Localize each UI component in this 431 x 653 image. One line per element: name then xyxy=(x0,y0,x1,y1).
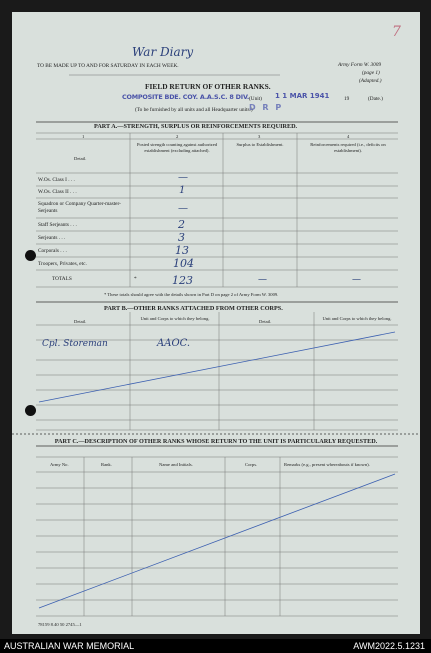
row-label-cqms: Squadron or Company Quarter-master-Serjeants xyxy=(38,201,121,214)
unit-label: (Unit) xyxy=(249,96,262,102)
col-number-1: 1 xyxy=(82,134,85,139)
punch-hole-top xyxy=(25,250,36,261)
adapted-label: (Adapted.) xyxy=(359,78,382,84)
footer-institution: AUSTRALIAN WAR MEMORIAL xyxy=(4,641,135,651)
date-stamp: 1 1 MAR 1941 xyxy=(275,92,330,100)
cancel-stamp: D R P xyxy=(249,103,284,112)
col-number-4: 4 xyxy=(347,134,350,139)
row-label-wo2: W.Os. Class II . . . xyxy=(38,189,77,195)
row-label-staff-sjt: Staff Serjeants . . . xyxy=(38,222,77,228)
part-c-col-rank: Rank. xyxy=(101,462,112,467)
row-label-wo1: W.Os. Class I . . . xyxy=(38,177,75,183)
instruction-text: TO BE MADE UP TO AND FOR SATURDAY IN EACH WEEK. xyxy=(37,63,179,69)
form-title: FIELD RETURN OF OTHER RANKS. xyxy=(145,82,271,91)
col-number-2: 2 xyxy=(176,134,179,139)
part-b-entry-unit: AAOC. xyxy=(157,338,191,349)
totals-surplus: — xyxy=(258,275,267,285)
posted-wo2: 1 xyxy=(179,185,186,196)
part-b-col-detail-1: Detail. xyxy=(74,319,87,324)
printer-mark: 78159 8.40 50 2745—1 xyxy=(38,622,82,627)
part-b-col-unit-1: Unit and Corps to which they belong. xyxy=(140,316,210,321)
posted-cqms: — xyxy=(178,203,188,214)
archive-footer xyxy=(0,639,431,653)
part-b-col-detail-2: Detail. xyxy=(259,319,272,324)
row-label-sjt: Serjeants . . . xyxy=(38,235,66,241)
posted-troopers: 104 xyxy=(173,257,194,270)
date-label: (Date.) xyxy=(368,96,383,102)
punch-hole-bottom xyxy=(25,405,36,416)
part-b-col-unit-2: Unit and Corps to which they belong. xyxy=(322,316,392,321)
row-label-troopers: Troopers, Privates, etc. xyxy=(38,261,87,267)
posted-cpl: 13 xyxy=(175,244,189,257)
posted-staff-sjt: 2 xyxy=(178,218,185,231)
posted-wo1: — xyxy=(178,172,188,183)
date-year: 19 xyxy=(344,96,350,102)
corner-mark: 7 xyxy=(392,24,401,40)
part-c-col-remarks: Remarks (e.g., present whereabouts if known). xyxy=(284,462,370,467)
totals-reinforcements: — xyxy=(352,275,361,285)
part-b-entry-detail: Cpl. Storeman xyxy=(42,339,108,349)
form-page xyxy=(12,12,420,634)
posted-sjt: 3 xyxy=(178,231,185,244)
form-reference: Army Form W. 3009 xyxy=(338,62,382,68)
footer-accession-number: AWM2022.5.1231 xyxy=(353,641,425,651)
part-a-heading: PART A.—STRENGTH, SURPLUS OR REINFORCEMENTS REQUIRED. xyxy=(94,123,298,130)
part-c-heading: PART C.—DESCRIPTION OF OTHER RANKS WHOSE RETURN TO THE UNIT IS PARTICULARLY REQUESTED. xyxy=(54,438,378,445)
part-a-footnote: * These totals should agree with the details shown in Part D on page 2 of Army Form W. 3009. xyxy=(104,292,279,297)
col-header-posted: Posted strength counting against authorized establishment (excluding attached). xyxy=(136,142,218,153)
furnished-note: (To be furnished by all units and all Headquarter units.) xyxy=(135,107,253,113)
row-label-cpl: Corporals . . . xyxy=(38,248,67,254)
totals-posted: 123 xyxy=(172,274,193,287)
handwritten-title: War Diary xyxy=(132,45,194,59)
totals-label: TOTALS xyxy=(52,276,72,282)
col-header-detail: Detail. xyxy=(74,156,87,161)
unit-stamp: COMPOSITE BDE. COY. A.A.S.C. 8 DIV. xyxy=(122,93,250,101)
col-header-reinforcements: Reinforcements required (i.e., deficits on establishment). xyxy=(310,142,386,153)
part-c-col-name: Name and Initials. xyxy=(159,462,193,467)
totals-mark: * xyxy=(134,276,137,282)
part-c-col-corps: Corps. xyxy=(245,462,258,467)
col-number-3: 3 xyxy=(258,134,261,139)
page-number: (page 1) xyxy=(362,70,380,76)
col-header-surplus: Surplus to Establishment. xyxy=(236,142,284,147)
part-b-heading: PART B.—OTHER RANKS ATTACHED FROM OTHER CORPS. xyxy=(104,305,283,312)
part-c-col-army-no: Army No. xyxy=(50,462,69,467)
